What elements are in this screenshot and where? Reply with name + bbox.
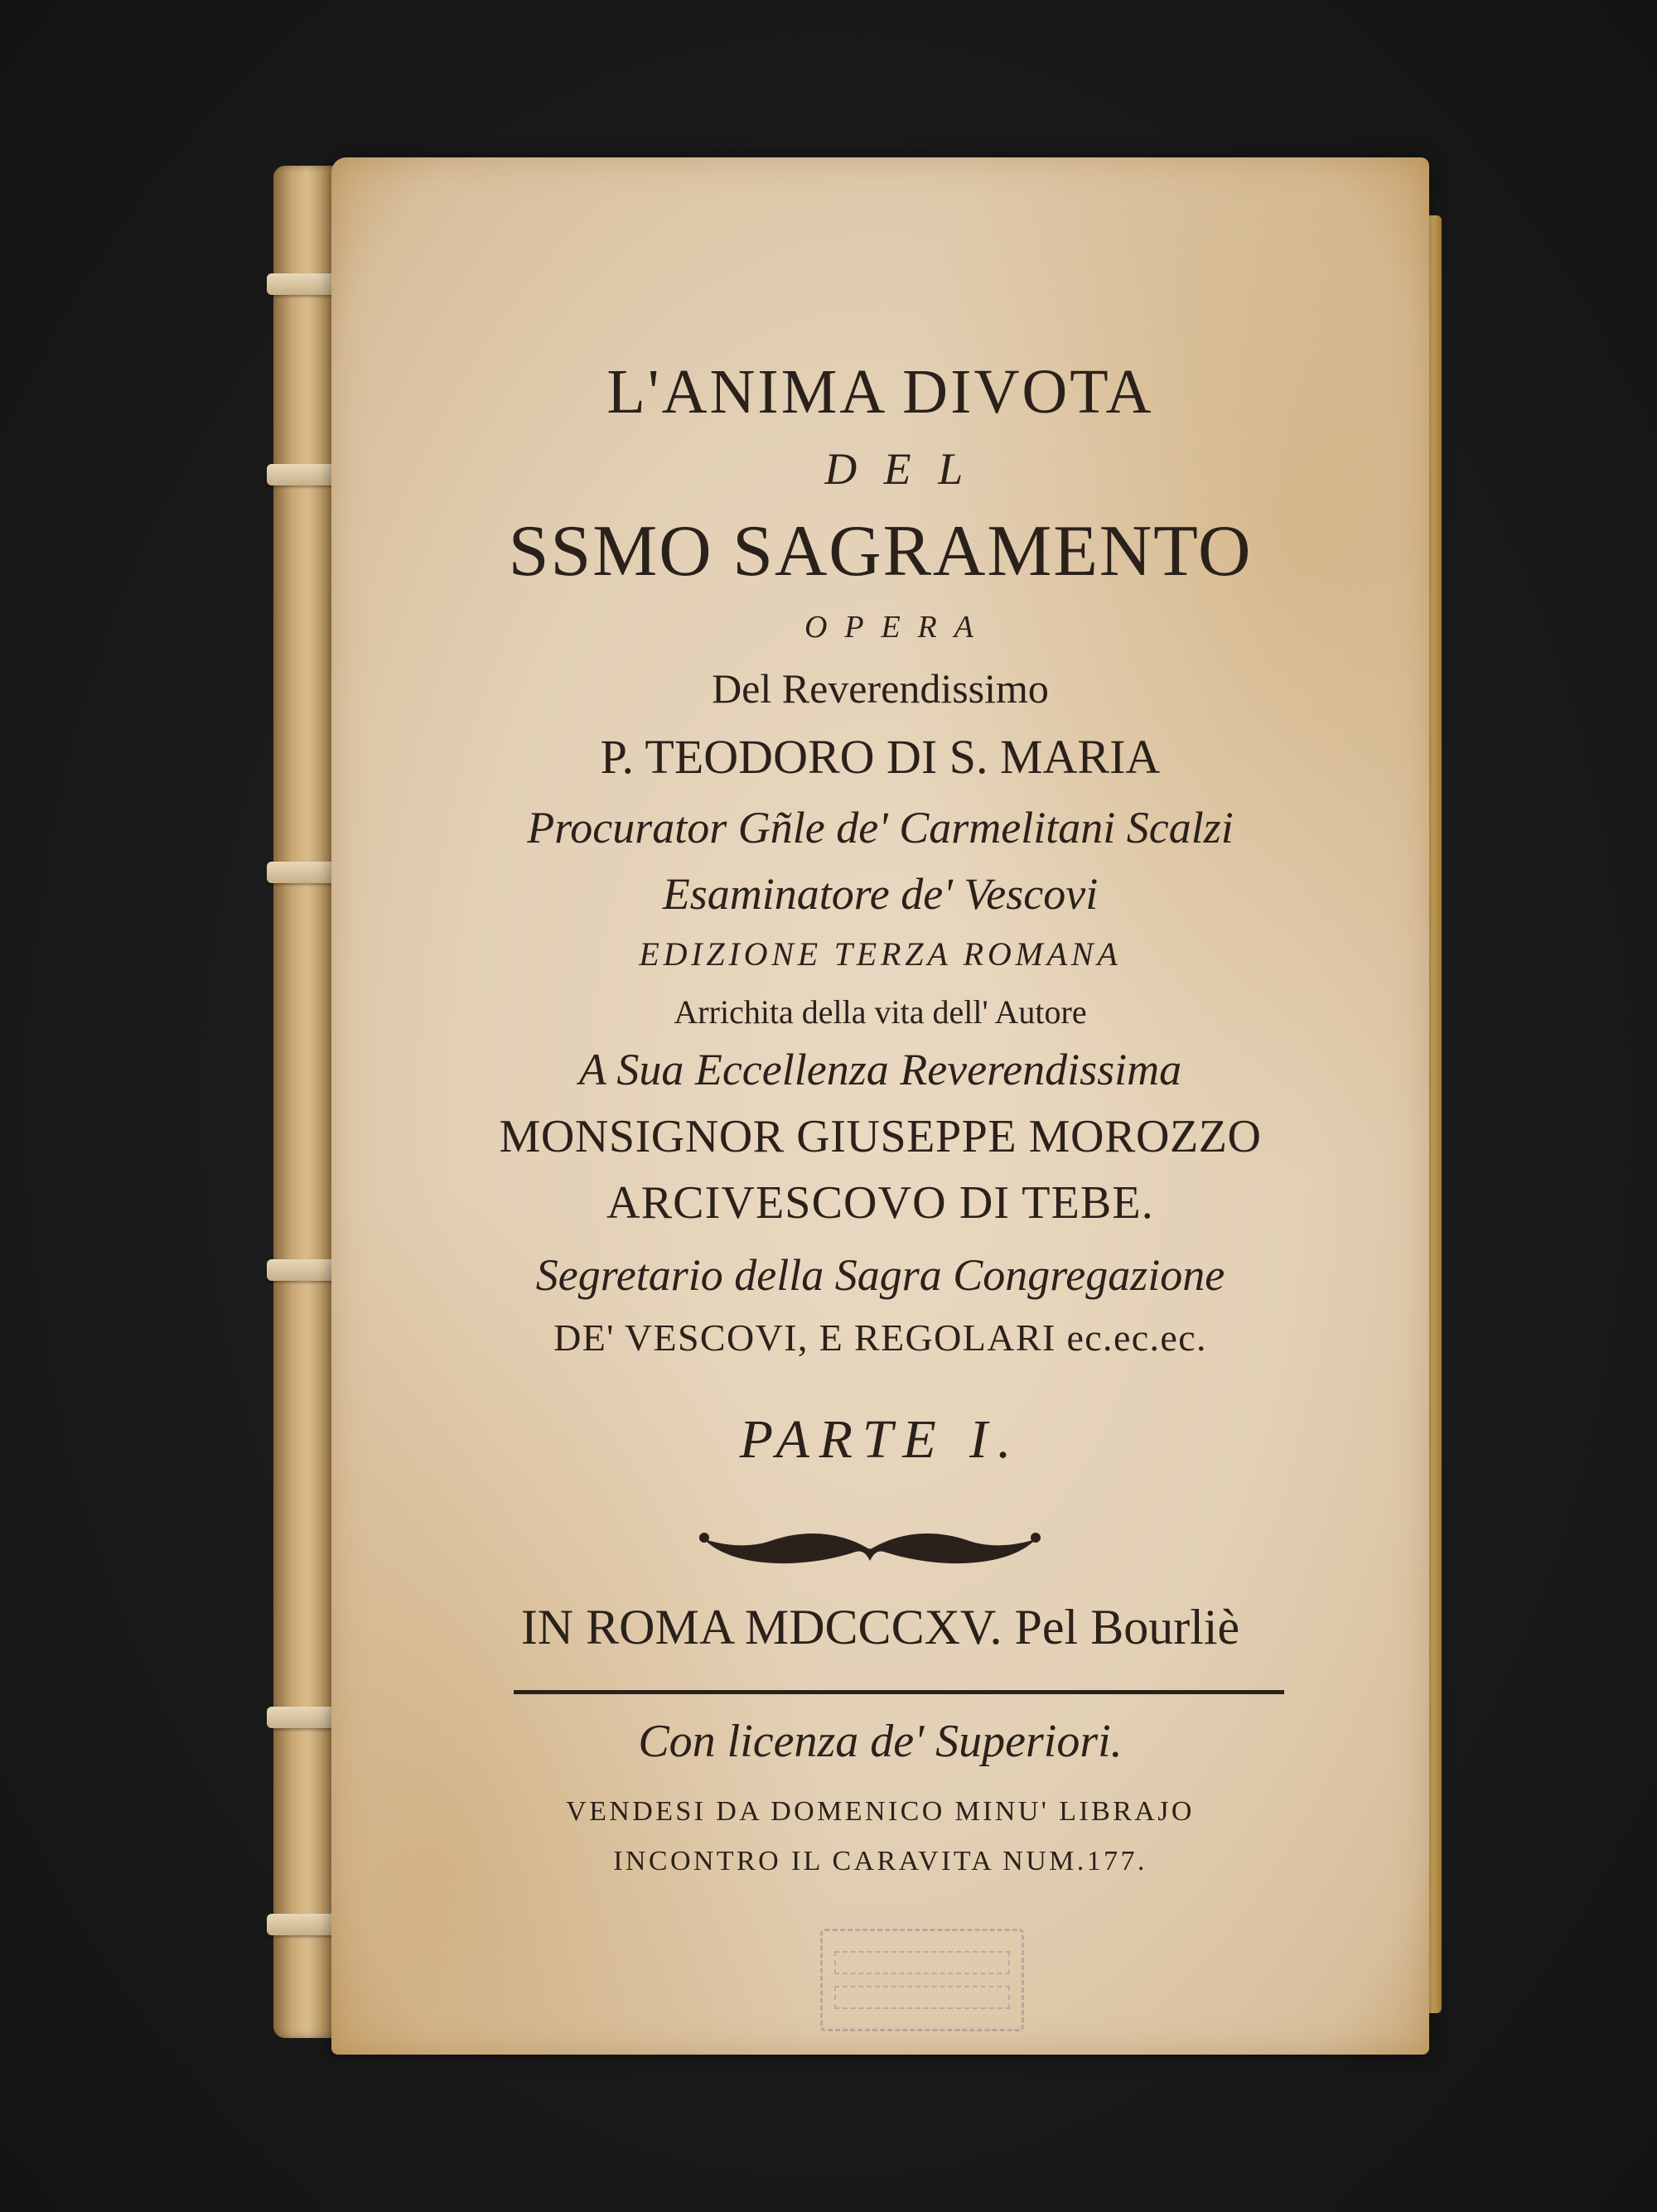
imprint: IN ROMA MDCCCXV. Pel Bourliè (520, 1600, 1240, 1654)
book (273, 157, 1442, 2055)
work-label: OPERA (804, 610, 991, 645)
edition: EDIZIONE TERZA ROMANA (639, 935, 1122, 973)
stamp-field (834, 1986, 1010, 2009)
dedicatee-role: Segretario della Sagra Congregazione (535, 1250, 1225, 1300)
volume-part: PARTE I. (739, 1409, 1022, 1470)
author-prefix: Del Reverendissimo (712, 665, 1049, 712)
author-role: Esaminatore de' Vescovi (662, 869, 1099, 919)
title-page (331, 157, 1429, 2055)
author-name: P. TEODORO DI S. MARIA (600, 730, 1161, 784)
dedicatee-role-cont: DE' VESCOVI, E REGOLARI ec.ec.ec. (553, 1316, 1207, 1359)
book-title: L'ANIMA DIVOTA (606, 357, 1154, 427)
book-title-main: SSMO SAGRAMENTO (508, 511, 1253, 592)
edition-note: Arrichita della vita dell' Autore (674, 993, 1087, 1031)
divider-rule (514, 1690, 1284, 1694)
seller-line-2: INCONTRO IL CARAVITA NUM.177. (613, 1846, 1147, 1876)
stamp-field (834, 1951, 1010, 1974)
author-title: Procurator Gñle de' Carmelitani Scalzi (527, 803, 1234, 852)
license-note: Con licenza de' Superiori. (638, 1716, 1123, 1767)
dedicatee-office: ARCIVESCOVO DI TEBE. (606, 1177, 1154, 1229)
title-connector: DEL (824, 444, 990, 494)
library-stamp (820, 1929, 1024, 2031)
ornament-flourish (696, 1516, 1044, 1574)
dedicatee-name: MONSIGNOR GIUSEPPE MOROZZO (499, 1111, 1262, 1162)
dedication-intro: A Sua Eccellenza Reverendissima (578, 1045, 1182, 1094)
seller-line-1: VENDESI DA DOMENICO MINU' LIBRAJO (566, 1796, 1195, 1827)
